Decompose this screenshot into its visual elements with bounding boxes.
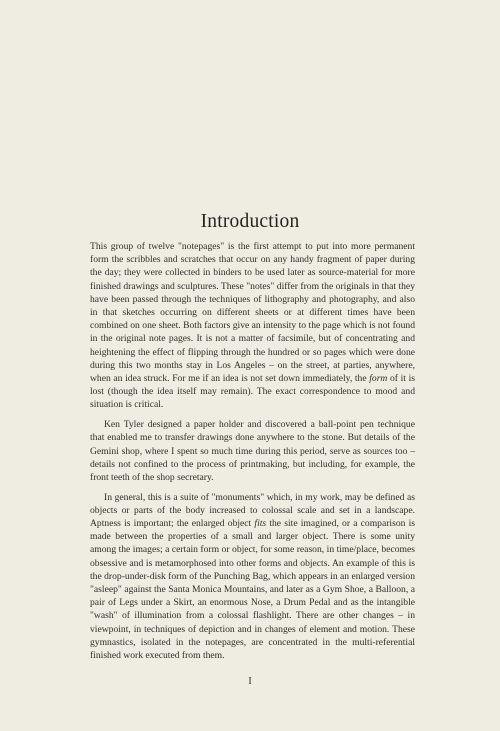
paragraph-3-emphasis: fits xyxy=(254,518,267,530)
paragraph-3-text-end: the site imagined, or a comparison is made between the properties of a small and larger object. There is some unity among the images; a certain form or object, for some reason, in time/place, becomes obsessive and is metamorphosed into other forms and objects. An example of this is the drop-under-disk form of the Punching Bag, which appears in an enlarged version "asleep" against the Santa Monica Mountains, and later as a Gym Shoe, a Balloon, a pair of Legs under a Skirt, an enormous Nose, a Drum Pedal and as the intangible "wash" of illumination from a colossal flashlight. There are other changes – in viewpoint, in techniques of depiction and in changes of element and motion. These gymnastics, isolated in the notepages, are concentrated in the multi-referential finished work executed from them. xyxy=(90,518,416,662)
body-text xyxy=(90,240,415,669)
paragraph-1 xyxy=(90,240,415,412)
page-number: I xyxy=(248,676,252,687)
paragraph-1-text-end: of it is lost (though the idea itself may remain). The exact correspondence to mood and situation is critical. xyxy=(90,373,415,411)
paragraph-3-text: In general, this is a suite of "monuments" which, in my work, may be defined as objects or parts of the body increased to colossal scale and set in a landscape. Aptness is important; the enlarged object xyxy=(90,491,415,530)
paragraph-1-text: This group of twelve "notepages" is the first attempt to put into more permanent form the scribbles and scratches that occur on any handy fragment of paper during the day; they were collected in binders to be used later as source-material for more finished drawings and sculptures. These "notes" differ from the originals in that they have been passed through the techniques of lithography and photography, and also in that sketches occurring on different sheets or at different times have been combined on one sheet. Both factors give an intensity to the page which is not found in the original note pages. It is not a matter of facsimile, but of concentrating and heightening the effect of flipping through the hundred or so pages which were done during this two months stay in Los Angeles – on the street, at parties, anywhere, when an idea struck. For me if an idea is not set down immediately, the xyxy=(90,241,415,385)
paragraph-2-text: Ken Tyler designed a paper holder and discovered a ball-point pen technique that enabled me to transfer drawings done anywhere to the stone. But details of the Gemini shop, where I spent so much time during this period, serve as sources too – details not confined to the process of printmaking, but including, for example, the front teeth of the shop secretary. xyxy=(90,419,415,483)
paragraph-3 xyxy=(90,491,415,663)
paragraph-2 xyxy=(90,418,415,484)
page-title: Introduction xyxy=(200,211,300,232)
paragraph-1-emphasis: form xyxy=(369,373,388,385)
